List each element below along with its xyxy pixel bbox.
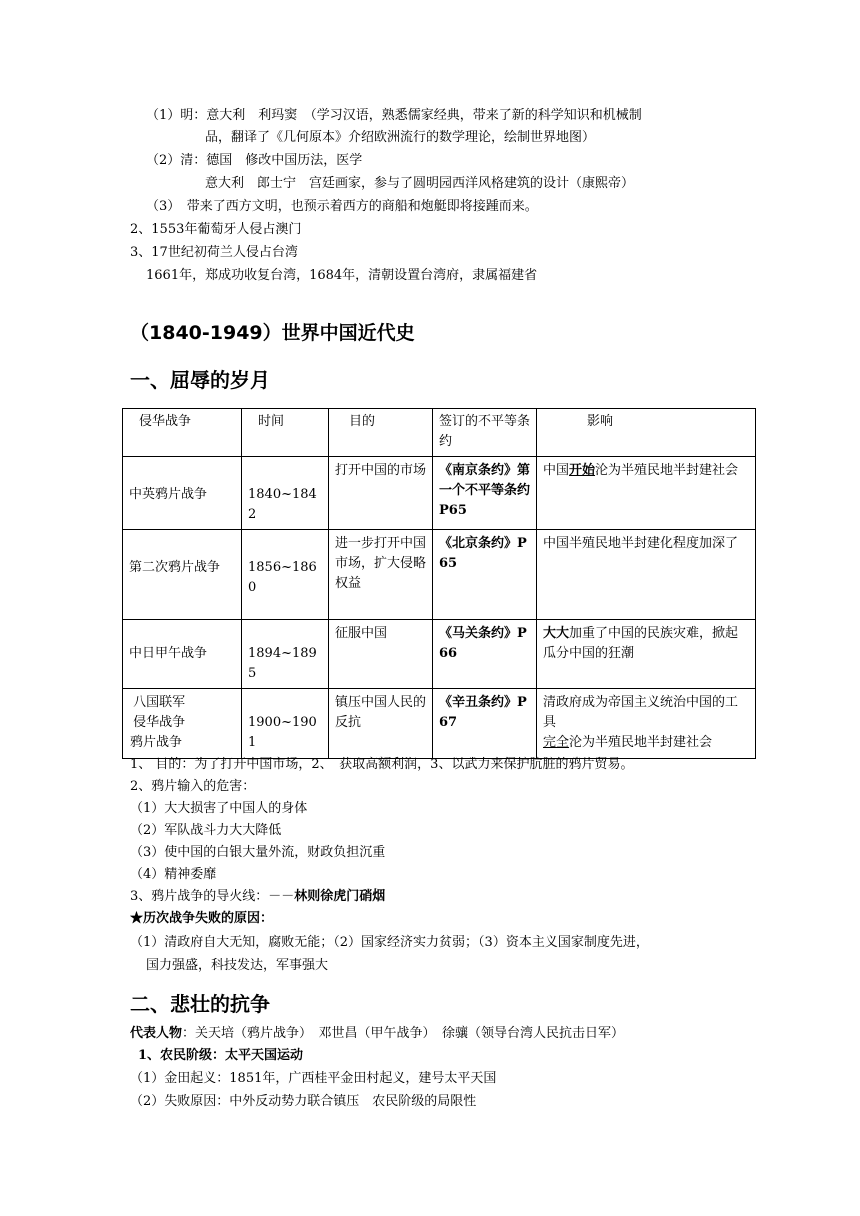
header-time: 时间 xyxy=(242,409,329,457)
cell-war-line2: 侵华战争 xyxy=(133,715,186,730)
cell-treaty: 《马关条约》P66 xyxy=(433,620,537,689)
effect-text: 沦为半殖民地半封建社会 xyxy=(595,463,739,478)
opium-line: （2）军队战斗力大大降低 xyxy=(130,823,282,838)
opium-title: 鸦片战争 xyxy=(130,735,183,750)
table-row xyxy=(123,620,756,689)
effect-text: 中国 xyxy=(543,463,570,478)
struggle-line: （1）金田起义：1851年，广西桂平金田村起义，建号太平天国 xyxy=(130,1071,497,1086)
cell-time: 1894~1895 xyxy=(248,646,317,681)
intro-line-8: 1661年，郑成功收复台湾，1684年，清朝设置台湾府，隶属福建省 xyxy=(146,268,538,283)
effect-emphasis: 开始 xyxy=(569,463,596,478)
intro-line-3: （2）清：德国 修改中国历法，医学 xyxy=(146,153,363,168)
header-effect: 影响 xyxy=(537,409,756,457)
cell-purpose: 征服中国 xyxy=(329,620,433,689)
table-row xyxy=(123,457,756,530)
header-purpose: 目的 xyxy=(329,409,433,457)
intro-line-6: 2、1553年葡萄牙人侵占澳门 xyxy=(130,222,302,237)
cell-purpose: 镇压中国人民的反抗 xyxy=(329,689,433,759)
cell-effect xyxy=(537,620,756,689)
peasant-heading: 1、农民阶级：太平天国运动 xyxy=(138,1048,304,1063)
opium-line: 2、鸦片输入的危害： xyxy=(130,779,256,794)
effect-emphasis: 大大 xyxy=(543,626,570,641)
effect-text: 沦为半殖民地半封建社会 xyxy=(569,735,713,750)
opium-fuse-line xyxy=(130,888,385,906)
opium-line: 1、 目的：为了打开中国市场，2、 获取高额利润，3、以武力来保护肮脏的鸦片贸易。 xyxy=(130,757,634,772)
cell-purpose: 进一步打开中国市场，扩大侵略权益 xyxy=(329,530,433,620)
cell-effect xyxy=(537,689,756,759)
part2-title: 二、悲壮的抗争 xyxy=(130,992,270,1016)
cell-war-line1: 八国联军 xyxy=(133,695,186,710)
section-title: （1840-1949）世界中国近代史 xyxy=(130,322,415,344)
cell-treaty: 《辛丑条约》P67 xyxy=(433,689,537,759)
cell-effect xyxy=(537,457,756,530)
effect-text: 加重了中国的民族灾难，掀起瓜分中国的狂潮 xyxy=(543,626,739,661)
header-treaty: 签订的不平等条约 xyxy=(433,409,537,457)
effect-emphasis: 完全 xyxy=(543,735,570,750)
cell-treaty: 《北京条约》P65 xyxy=(433,530,537,620)
intro-line-7: 3、17世纪初荷兰人侵占台湾 xyxy=(130,245,298,260)
opium-fuse-label: 3、鸦片战争的导火线：－－ xyxy=(130,889,295,904)
cell-treaty: 《南京条约》第一个不平等条约 P65 xyxy=(433,457,537,530)
intro-line-2: 品，翻译了《几何原本》介绍欧洲流行的数学理论，绘制世界地图） xyxy=(205,130,596,145)
intro-line-4: 意大利 郎士宁 宫廷画家，参与了圆明园西洋风格建筑的设计（康熙帝） xyxy=(205,176,635,191)
cell-war: 第二次鸦片战争 xyxy=(129,560,221,575)
intro-line-5: （3） 带来了西方文明，也预示着西方的商船和炮艇即将接踵而来。 xyxy=(146,199,538,214)
representatives-text: ：关天培（鸦片战争） 邓世昌（甲午战争） 徐骧（领导台湾人民抗击日军） xyxy=(182,1026,625,1041)
effect-text: 清政府成为帝国主义统治中国的工具 xyxy=(543,695,739,730)
wars-table xyxy=(122,408,756,759)
representatives-label: 代表人物 xyxy=(130,1026,183,1041)
table-row xyxy=(123,689,756,759)
opium-line: （4）精神委靡 xyxy=(130,867,217,882)
cell-war: 中日甲午战争 xyxy=(129,646,208,661)
header-war: 侵华战争 xyxy=(123,409,242,457)
failure-reasons-line: 国力强盛，科技发达，军事强大 xyxy=(146,958,329,973)
cell-purpose: 打开中国的市场 xyxy=(329,457,433,530)
table-row xyxy=(123,530,756,620)
cell-time: 1840~1842 xyxy=(248,487,317,522)
cell-time: 1900~1901 xyxy=(248,715,317,750)
part1-title: 一、屈辱的岁月 xyxy=(130,368,270,392)
representatives-line xyxy=(130,1025,624,1043)
cell-time: 1856~1860 xyxy=(248,560,317,595)
cell-effect: 中国半殖民地半封建化程度加深了 xyxy=(537,530,756,620)
table-header-row xyxy=(123,409,756,457)
opium-line: （1）大大损害了中国人的身体 xyxy=(130,801,308,816)
failure-reasons-line: （1）清政府自大无知，腐败无能；（2）国家经济实力贫弱；（3）资本主义国家制度先进， xyxy=(130,935,649,950)
opium-fuse-event: 林则徐虎门硝烟 xyxy=(294,889,386,904)
cell-war: 中英鸦片战争 xyxy=(129,487,208,502)
opium-line: （3）使中国的白银大量外流，财政负担沉重 xyxy=(130,845,386,860)
intro-line-1: （1）明：意大利 利玛窦 （学习汉语，熟悉儒家经典，带来了新的科学知识和机械制 xyxy=(146,108,642,123)
failure-reasons-title: ★历次战争失败的原因： xyxy=(130,911,274,926)
struggle-line: （2）失败原因：中外反动势力联合镇压 农民阶级的局限性 xyxy=(130,1094,477,1109)
